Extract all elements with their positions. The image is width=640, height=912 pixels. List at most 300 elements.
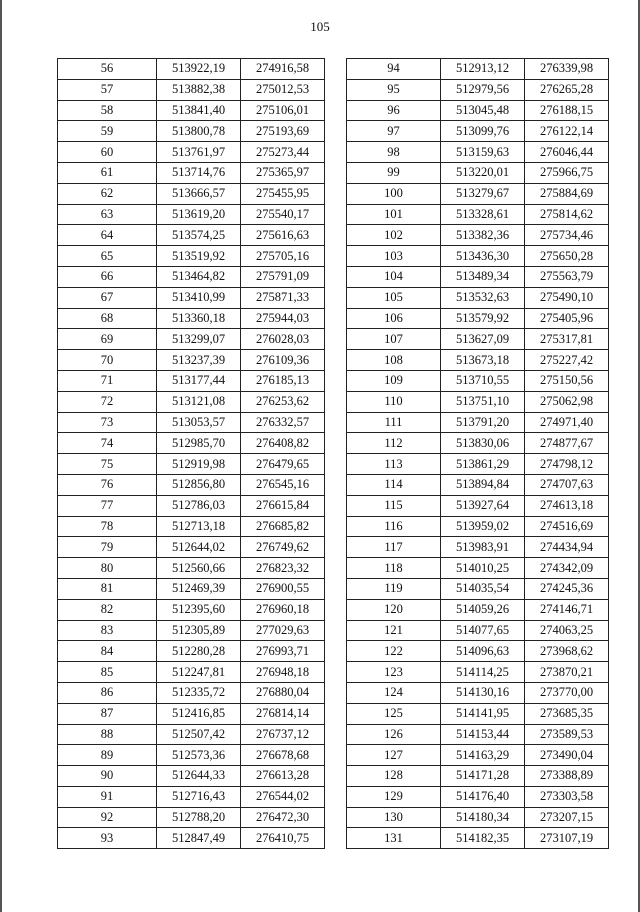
- x-coordinate-cell: 514059,26: [441, 599, 525, 620]
- table-row: [347, 142, 609, 163]
- x-coordinate-cell: 513464,82: [157, 266, 241, 287]
- y-coordinate-cell: 275540,17: [241, 204, 325, 225]
- table-row: [347, 350, 609, 371]
- table-row: [58, 370, 325, 391]
- x-coordinate-cell: 513121,08: [157, 391, 241, 412]
- point-number-cell: 75: [58, 454, 157, 475]
- x-coordinate-cell: 512280,28: [157, 641, 241, 662]
- table-row: [347, 537, 609, 558]
- x-coordinate-cell: 512985,70: [157, 433, 241, 454]
- table-row: [58, 766, 325, 787]
- point-number-cell: 67: [58, 287, 157, 308]
- table-row: [58, 828, 325, 849]
- table-row: [347, 724, 609, 745]
- x-coordinate-cell: 513800,78: [157, 121, 241, 142]
- table-row: [58, 329, 325, 350]
- table-row: [58, 620, 325, 641]
- x-coordinate-cell: 513237,39: [157, 350, 241, 371]
- point-number-cell: 103: [347, 246, 441, 267]
- point-number-cell: 96: [347, 100, 441, 121]
- table-row: [58, 266, 325, 287]
- y-coordinate-cell: 276613,28: [241, 766, 325, 787]
- point-number-cell: 66: [58, 266, 157, 287]
- point-number-cell: 105: [347, 287, 441, 308]
- table-row: [58, 162, 325, 183]
- y-coordinate-cell: 274245,36: [525, 578, 609, 599]
- table-row: [347, 287, 609, 308]
- x-coordinate-cell: 514176,40: [441, 786, 525, 807]
- y-coordinate-cell: 276737,12: [241, 724, 325, 745]
- y-coordinate-cell: 275193,69: [241, 121, 325, 142]
- coordinates-table-right: [346, 58, 609, 849]
- x-coordinate-cell: 513710,55: [441, 370, 525, 391]
- point-number-cell: 92: [58, 807, 157, 828]
- table-row: [347, 266, 609, 287]
- y-coordinate-cell: 277029,63: [241, 620, 325, 641]
- point-number-cell: 127: [347, 745, 441, 766]
- y-coordinate-cell: 276678,68: [241, 745, 325, 766]
- point-number-cell: 97: [347, 121, 441, 142]
- point-number-cell: 82: [58, 599, 157, 620]
- x-coordinate-cell: 513360,18: [157, 308, 241, 329]
- y-coordinate-cell: 276109,36: [241, 350, 325, 371]
- table-row: [347, 558, 609, 579]
- y-coordinate-cell: 275062,98: [525, 391, 609, 412]
- page-edge-left: [0, 0, 2, 912]
- x-coordinate-cell: 512713,18: [157, 516, 241, 537]
- y-coordinate-cell: 276472,30: [241, 807, 325, 828]
- table-row: [347, 433, 609, 454]
- point-number-cell: 61: [58, 162, 157, 183]
- table-row: [58, 786, 325, 807]
- y-coordinate-cell: 276479,65: [241, 454, 325, 475]
- x-coordinate-cell: 513627,09: [441, 329, 525, 350]
- y-coordinate-cell: 276188,15: [525, 100, 609, 121]
- point-number-cell: 89: [58, 745, 157, 766]
- y-coordinate-cell: 273589,53: [525, 724, 609, 745]
- point-number-cell: 94: [347, 59, 441, 80]
- x-coordinate-cell: 512335,72: [157, 682, 241, 703]
- point-number-cell: 128: [347, 766, 441, 787]
- y-coordinate-cell: 276265,28: [525, 79, 609, 100]
- x-coordinate-cell: 514182,35: [441, 828, 525, 849]
- table-row: [347, 59, 609, 80]
- y-coordinate-cell: 276823,32: [241, 558, 325, 579]
- y-coordinate-cell: 275012,53: [241, 79, 325, 100]
- point-number-cell: 85: [58, 662, 157, 683]
- y-coordinate-cell: 276993,71: [241, 641, 325, 662]
- x-coordinate-cell: 514163,29: [441, 745, 525, 766]
- x-coordinate-cell: 513841,40: [157, 100, 241, 121]
- y-coordinate-cell: 276122,14: [525, 121, 609, 142]
- x-coordinate-cell: 512644,02: [157, 537, 241, 558]
- x-coordinate-cell: 514114,25: [441, 662, 525, 683]
- point-number-cell: 57: [58, 79, 157, 100]
- y-coordinate-cell: 276544,02: [241, 786, 325, 807]
- x-coordinate-cell: 512786,03: [157, 495, 241, 516]
- point-number-cell: 68: [58, 308, 157, 329]
- y-coordinate-cell: 276410,75: [241, 828, 325, 849]
- table-row: [58, 703, 325, 724]
- point-number-cell: 60: [58, 142, 157, 163]
- point-number-cell: 71: [58, 370, 157, 391]
- point-number-cell: 83: [58, 620, 157, 641]
- y-coordinate-cell: 276046,44: [525, 142, 609, 163]
- y-coordinate-cell: 275490,10: [525, 287, 609, 308]
- x-coordinate-cell: 512247,81: [157, 662, 241, 683]
- point-number-cell: 130: [347, 807, 441, 828]
- table-row: [347, 599, 609, 620]
- point-number-cell: 104: [347, 266, 441, 287]
- table-row: [347, 308, 609, 329]
- x-coordinate-cell: 513532,63: [441, 287, 525, 308]
- y-coordinate-cell: 275365,97: [241, 162, 325, 183]
- point-number-cell: 120: [347, 599, 441, 620]
- point-number-cell: 93: [58, 828, 157, 849]
- point-number-cell: 116: [347, 516, 441, 537]
- x-coordinate-cell: 513099,76: [441, 121, 525, 142]
- point-number-cell: 121: [347, 620, 441, 641]
- x-coordinate-cell: 513894,84: [441, 474, 525, 495]
- point-number-cell: 80: [58, 558, 157, 579]
- x-coordinate-cell: 512913,12: [441, 59, 525, 80]
- y-coordinate-cell: 276253,62: [241, 391, 325, 412]
- point-number-cell: 78: [58, 516, 157, 537]
- point-number-cell: 58: [58, 100, 157, 121]
- x-coordinate-cell: 512573,36: [157, 745, 241, 766]
- point-number-cell: 119: [347, 578, 441, 599]
- point-number-cell: 70: [58, 350, 157, 371]
- x-coordinate-cell: 514077,65: [441, 620, 525, 641]
- point-number-cell: 86: [58, 682, 157, 703]
- x-coordinate-cell: 513882,38: [157, 79, 241, 100]
- x-coordinate-cell: 513983,91: [441, 537, 525, 558]
- x-coordinate-cell: 512979,56: [441, 79, 525, 100]
- point-number-cell: 100: [347, 183, 441, 204]
- table-row: [58, 59, 325, 80]
- point-number-cell: 87: [58, 703, 157, 724]
- point-number-cell: 62: [58, 183, 157, 204]
- y-coordinate-cell: 276408,82: [241, 433, 325, 454]
- y-coordinate-cell: 274146,71: [525, 599, 609, 620]
- point-number-cell: 110: [347, 391, 441, 412]
- y-coordinate-cell: 274798,12: [525, 454, 609, 475]
- x-coordinate-cell: 514010,25: [441, 558, 525, 579]
- y-coordinate-cell: 276948,18: [241, 662, 325, 683]
- y-coordinate-cell: 275650,28: [525, 246, 609, 267]
- y-coordinate-cell: 275871,33: [241, 287, 325, 308]
- table-row: [347, 454, 609, 475]
- y-coordinate-cell: 275944,03: [241, 308, 325, 329]
- table-row: [58, 412, 325, 433]
- table-row: [58, 745, 325, 766]
- y-coordinate-cell: 276615,84: [241, 495, 325, 516]
- y-coordinate-cell: 275884,69: [525, 183, 609, 204]
- x-coordinate-cell: 512856,80: [157, 474, 241, 495]
- table-row: [347, 766, 609, 787]
- x-coordinate-cell: 513579,92: [441, 308, 525, 329]
- table-row: [58, 121, 325, 142]
- x-coordinate-cell: 514171,28: [441, 766, 525, 787]
- y-coordinate-cell: 275616,63: [241, 225, 325, 246]
- table-row: [347, 100, 609, 121]
- y-coordinate-cell: 274434,94: [525, 537, 609, 558]
- y-coordinate-cell: 276685,82: [241, 516, 325, 537]
- table-row: [347, 641, 609, 662]
- point-number-cell: 81: [58, 578, 157, 599]
- x-coordinate-cell: 514096,63: [441, 641, 525, 662]
- point-number-cell: 118: [347, 558, 441, 579]
- table-row: [347, 121, 609, 142]
- y-coordinate-cell: 276028,03: [241, 329, 325, 350]
- table-row: [58, 79, 325, 100]
- x-coordinate-cell: 513382,36: [441, 225, 525, 246]
- point-number-cell: 102: [347, 225, 441, 246]
- x-coordinate-cell: 512305,89: [157, 620, 241, 641]
- table-row: [58, 100, 325, 121]
- point-number-cell: 124: [347, 682, 441, 703]
- y-coordinate-cell: 275791,09: [241, 266, 325, 287]
- x-coordinate-cell: 514153,44: [441, 724, 525, 745]
- table-row: [58, 537, 325, 558]
- y-coordinate-cell: 275405,96: [525, 308, 609, 329]
- point-number-cell: 101: [347, 204, 441, 225]
- table-row: [58, 578, 325, 599]
- point-number-cell: 79: [58, 537, 157, 558]
- y-coordinate-cell: 276545,16: [241, 474, 325, 495]
- y-coordinate-cell: 275814,62: [525, 204, 609, 225]
- table-row: [347, 225, 609, 246]
- table-row: [347, 828, 609, 849]
- y-coordinate-cell: 274063,25: [525, 620, 609, 641]
- point-number-cell: 63: [58, 204, 157, 225]
- point-number-cell: 99: [347, 162, 441, 183]
- x-coordinate-cell: 512469,39: [157, 578, 241, 599]
- page-number: 105: [310, 19, 330, 34]
- y-coordinate-cell: 274877,67: [525, 433, 609, 454]
- table-row: [58, 225, 325, 246]
- x-coordinate-cell: 513922,19: [157, 59, 241, 80]
- point-number-cell: 126: [347, 724, 441, 745]
- table-row: [347, 204, 609, 225]
- x-coordinate-cell: 512919,98: [157, 454, 241, 475]
- table-row: [347, 516, 609, 537]
- table-row: [58, 558, 325, 579]
- point-number-cell: 90: [58, 766, 157, 787]
- y-coordinate-cell: 275317,81: [525, 329, 609, 350]
- y-coordinate-cell: 274516,69: [525, 516, 609, 537]
- y-coordinate-cell: 275273,44: [241, 142, 325, 163]
- table-row: [58, 308, 325, 329]
- y-coordinate-cell: 274613,18: [525, 495, 609, 516]
- y-coordinate-cell: 276339,98: [525, 59, 609, 80]
- x-coordinate-cell: 513830,06: [441, 433, 525, 454]
- y-coordinate-cell: 275455,95: [241, 183, 325, 204]
- point-number-cell: 112: [347, 433, 441, 454]
- x-coordinate-cell: 513220,01: [441, 162, 525, 183]
- x-coordinate-cell: 514141,95: [441, 703, 525, 724]
- table-row: [347, 745, 609, 766]
- point-number-cell: 123: [347, 662, 441, 683]
- point-number-cell: 107: [347, 329, 441, 350]
- x-coordinate-cell: 513666,57: [157, 183, 241, 204]
- point-number-cell: 59: [58, 121, 157, 142]
- table-row: [58, 662, 325, 683]
- table-row: [347, 370, 609, 391]
- x-coordinate-cell: 513177,44: [157, 370, 241, 391]
- table-row: [347, 412, 609, 433]
- y-coordinate-cell: 275150,56: [525, 370, 609, 391]
- table-row: [58, 350, 325, 371]
- table-row: [347, 162, 609, 183]
- x-coordinate-cell: 512395,60: [157, 599, 241, 620]
- x-coordinate-cell: 513410,99: [157, 287, 241, 308]
- table-row: [347, 474, 609, 495]
- y-coordinate-cell: 275705,16: [241, 246, 325, 267]
- point-number-cell: 64: [58, 225, 157, 246]
- table-row: [347, 620, 609, 641]
- x-coordinate-cell: 512788,20: [157, 807, 241, 828]
- point-number-cell: 73: [58, 412, 157, 433]
- table-row: [347, 786, 609, 807]
- table-row: [347, 391, 609, 412]
- table-row: [347, 703, 609, 724]
- point-number-cell: 115: [347, 495, 441, 516]
- y-coordinate-cell: 275563,79: [525, 266, 609, 287]
- table-row: [58, 807, 325, 828]
- table-row: [58, 516, 325, 537]
- point-number-cell: 98: [347, 142, 441, 163]
- table-row: [58, 391, 325, 412]
- x-coordinate-cell: 512644,33: [157, 766, 241, 787]
- table-row: [58, 142, 325, 163]
- x-coordinate-cell: 513279,67: [441, 183, 525, 204]
- table-row: [58, 724, 325, 745]
- y-coordinate-cell: 275227,42: [525, 350, 609, 371]
- point-number-cell: 109: [347, 370, 441, 391]
- table-row: [58, 204, 325, 225]
- y-coordinate-cell: 275734,46: [525, 225, 609, 246]
- x-coordinate-cell: 513791,20: [441, 412, 525, 433]
- table-row: [58, 287, 325, 308]
- table-row: [58, 495, 325, 516]
- table-row: [58, 246, 325, 267]
- x-coordinate-cell: 513714,76: [157, 162, 241, 183]
- x-coordinate-cell: 513751,10: [441, 391, 525, 412]
- x-coordinate-cell: 513053,57: [157, 412, 241, 433]
- table-row: [347, 246, 609, 267]
- y-coordinate-cell: 273207,15: [525, 807, 609, 828]
- x-coordinate-cell: 512416,85: [157, 703, 241, 724]
- table-row: [58, 682, 325, 703]
- x-coordinate-cell: 512507,42: [157, 724, 241, 745]
- table-row: [347, 495, 609, 516]
- x-coordinate-cell: 514130,16: [441, 682, 525, 703]
- x-coordinate-cell: 513489,34: [441, 266, 525, 287]
- y-coordinate-cell: 276900,55: [241, 578, 325, 599]
- table-row: [347, 682, 609, 703]
- point-number-cell: 88: [58, 724, 157, 745]
- x-coordinate-cell: 512560,66: [157, 558, 241, 579]
- coordinates-table-left: [57, 58, 325, 849]
- point-number-cell: 84: [58, 641, 157, 662]
- x-coordinate-cell: 513299,07: [157, 329, 241, 350]
- y-coordinate-cell: 276960,18: [241, 599, 325, 620]
- y-coordinate-cell: 276332,57: [241, 412, 325, 433]
- y-coordinate-cell: 273303,58: [525, 786, 609, 807]
- x-coordinate-cell: 513328,61: [441, 204, 525, 225]
- point-number-cell: 95: [347, 79, 441, 100]
- x-coordinate-cell: 513159,63: [441, 142, 525, 163]
- table-row: [347, 807, 609, 828]
- point-number-cell: 131: [347, 828, 441, 849]
- y-coordinate-cell: 273870,21: [525, 662, 609, 683]
- x-coordinate-cell: 513761,97: [157, 142, 241, 163]
- y-coordinate-cell: 273685,35: [525, 703, 609, 724]
- point-number-cell: 69: [58, 329, 157, 350]
- point-number-cell: 72: [58, 391, 157, 412]
- x-coordinate-cell: 513519,92: [157, 246, 241, 267]
- x-coordinate-cell: 513574,25: [157, 225, 241, 246]
- table-row: [347, 79, 609, 100]
- x-coordinate-cell: 513619,20: [157, 204, 241, 225]
- table-row: [58, 474, 325, 495]
- table-row: [58, 641, 325, 662]
- y-coordinate-cell: 276814,14: [241, 703, 325, 724]
- y-coordinate-cell: 273490,04: [525, 745, 609, 766]
- table-row: [347, 329, 609, 350]
- y-coordinate-cell: 273388,89: [525, 766, 609, 787]
- y-coordinate-cell: 274916,58: [241, 59, 325, 80]
- point-number-cell: 125: [347, 703, 441, 724]
- point-number-cell: 65: [58, 246, 157, 267]
- y-coordinate-cell: 275106,01: [241, 100, 325, 121]
- table-row: [347, 662, 609, 683]
- y-coordinate-cell: 274707,63: [525, 474, 609, 495]
- y-coordinate-cell: 275966,75: [525, 162, 609, 183]
- y-coordinate-cell: 276749,62: [241, 537, 325, 558]
- point-number-cell: 117: [347, 537, 441, 558]
- table-row: [58, 183, 325, 204]
- x-coordinate-cell: 513436,30: [441, 246, 525, 267]
- point-number-cell: 91: [58, 786, 157, 807]
- x-coordinate-cell: 514035,54: [441, 578, 525, 599]
- y-coordinate-cell: 276185,13: [241, 370, 325, 391]
- x-coordinate-cell: 513673,18: [441, 350, 525, 371]
- table-row: [58, 599, 325, 620]
- y-coordinate-cell: 274971,40: [525, 412, 609, 433]
- table-row: [347, 183, 609, 204]
- point-number-cell: 106: [347, 308, 441, 329]
- x-coordinate-cell: 513927,64: [441, 495, 525, 516]
- y-coordinate-cell: 273107,19: [525, 828, 609, 849]
- table-row: [58, 454, 325, 475]
- y-coordinate-cell: 276880,04: [241, 682, 325, 703]
- point-number-cell: 113: [347, 454, 441, 475]
- x-coordinate-cell: 513959,02: [441, 516, 525, 537]
- point-number-cell: 129: [347, 786, 441, 807]
- y-coordinate-cell: 273968,62: [525, 641, 609, 662]
- x-coordinate-cell: 513861,29: [441, 454, 525, 475]
- point-number-cell: 111: [347, 412, 441, 433]
- y-coordinate-cell: 274342,09: [525, 558, 609, 579]
- point-number-cell: 122: [347, 641, 441, 662]
- point-number-cell: 76: [58, 474, 157, 495]
- x-coordinate-cell: 512847,49: [157, 828, 241, 849]
- point-number-cell: 77: [58, 495, 157, 516]
- table-row: [58, 433, 325, 454]
- table-row: [347, 578, 609, 599]
